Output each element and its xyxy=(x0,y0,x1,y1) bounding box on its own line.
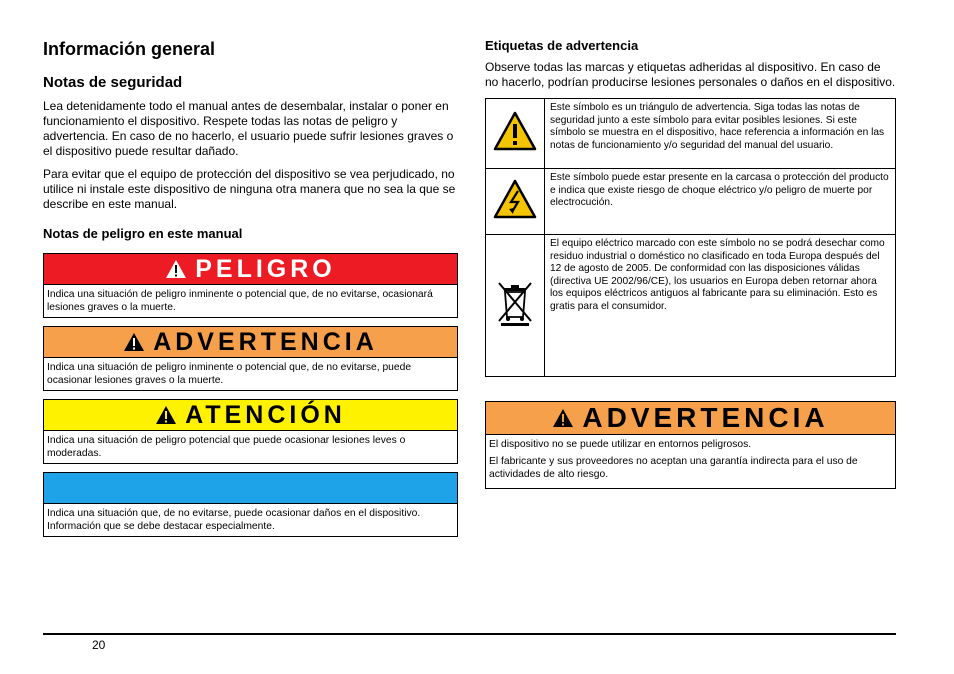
right-column xyxy=(485,38,896,497)
aviso-text: Indica una situación que, de no evitarse, puede ocasionar daños en el dispositivo. Información que se debe destacar especialmente. xyxy=(47,508,421,532)
advertencia-line: El fabricante y sus proveedores no aceptan una garantía indirecta para el uso de actividades de alto riesgo. xyxy=(489,456,858,480)
label-icon-cell xyxy=(486,169,545,235)
labels-heading: Etiquetas de advertencia xyxy=(485,38,639,53)
atencion-label: ATENCIÓN xyxy=(185,400,346,429)
advertencia-text: Indica una situación de peligro inminente o potencial que, de no evitarse, puede ocasionar lesiones graves o la muerte. xyxy=(47,362,412,386)
crossed-bin-icon xyxy=(493,279,537,327)
label-row xyxy=(486,169,896,235)
advertencia-box xyxy=(43,326,458,391)
label-text: Este símbolo puede estar presente en la carcasa o protección del producto e indica que existe riesgo de choque eléctrico y/o peligro de muerte por electrocución. xyxy=(545,169,896,235)
peligro-label: PELIGRO xyxy=(195,254,336,283)
labels-table xyxy=(485,98,896,377)
peligro-text: Indica una situación de peligro inminente o potencial que, de no evitarse, ocasionará lesiones graves o la muerte. xyxy=(47,289,433,313)
page-number: 20 xyxy=(92,638,106,652)
advertencia-header xyxy=(486,402,895,435)
footer-rule xyxy=(43,633,896,635)
peligro-box xyxy=(43,253,458,318)
advertencia-line: El dispositivo no se puede utilizar en entornos peligrosos. xyxy=(489,439,752,450)
hazard-notes-heading: Notas de peligro en este manual xyxy=(43,226,243,241)
label-row xyxy=(486,99,896,169)
safety-paragraph-1: Lea detenidamente todo el manual antes de desembalar, instalar o poner en funcionamiento el dispositivo. Respete todas las notas de peligro y advertencia. En caso de no hacerlo, el usuario puede sufrir lesiones graves o el dispositivo puede resultar dañado. xyxy=(43,99,454,158)
warning-triangle-icon xyxy=(123,332,145,352)
atencion-header xyxy=(44,400,457,431)
label-icon-cell xyxy=(486,99,545,169)
warning-triangle-icon xyxy=(155,405,177,425)
section-title: Información general xyxy=(43,39,216,59)
warning-triangle-icon xyxy=(493,111,537,151)
left-column xyxy=(43,38,458,545)
safety-paragraph-2: Para evitar que el equipo de protección del dispositivo se vea perjudicado, no utilice ni instale este dispositivo de ninguna otra manera que no sea la que se describe en este manual. xyxy=(43,167,456,211)
advertencia-box-2 xyxy=(485,401,896,489)
electrical-shock-icon xyxy=(493,179,537,219)
label-icon-cell xyxy=(486,235,545,377)
label-text: Este símbolo es un triángulo de advertencia. Siga todas las notas de seguridad junto a este símbolo para evitar posibles lesiones. Si este símbolo se muestra en el dispositivo, hace referencia a información en las notas de funcionamiento y/o seguridad del manual del usuario. xyxy=(545,99,896,169)
peligro-header xyxy=(44,254,457,285)
advertencia-label: ADVERTENCIA xyxy=(153,327,378,356)
label-text: El equipo eléctrico marcado con este símbolo no se podrá desechar como residuo industrial o doméstico no clasificado en toda Europa después del 12 de agosto de 2005. De conformidad con las disposiciones válidas (directiva UE 2002/96/CE), los usuarios en Europa deben retornar ahora los equipos eléctricos antiguos al fabricante para su eliminación. Esto es gratis para el consumidor. xyxy=(545,235,896,377)
atencion-text: Indica una situación de peligro potencial que puede ocasionar lesiones leves o moderadas. xyxy=(47,435,406,459)
warning-triangle-icon xyxy=(552,408,574,428)
advertencia-label: ADVERTENCIA xyxy=(582,402,829,433)
aviso-header xyxy=(44,473,457,504)
advertencia-header xyxy=(44,327,457,358)
labels-paragraph: Observe todas las marcas y etiquetas adheridas al dispositivo. En caso de no hacerlo, podrían producirse lesiones personales o daños en el dispositivo. xyxy=(485,60,896,89)
warning-triangle-icon xyxy=(165,259,187,279)
advertencia-text xyxy=(486,435,895,488)
atencion-box xyxy=(43,399,458,464)
safety-heading: Notas de seguridad xyxy=(43,74,183,91)
label-row xyxy=(486,235,896,377)
aviso-box xyxy=(43,472,458,537)
